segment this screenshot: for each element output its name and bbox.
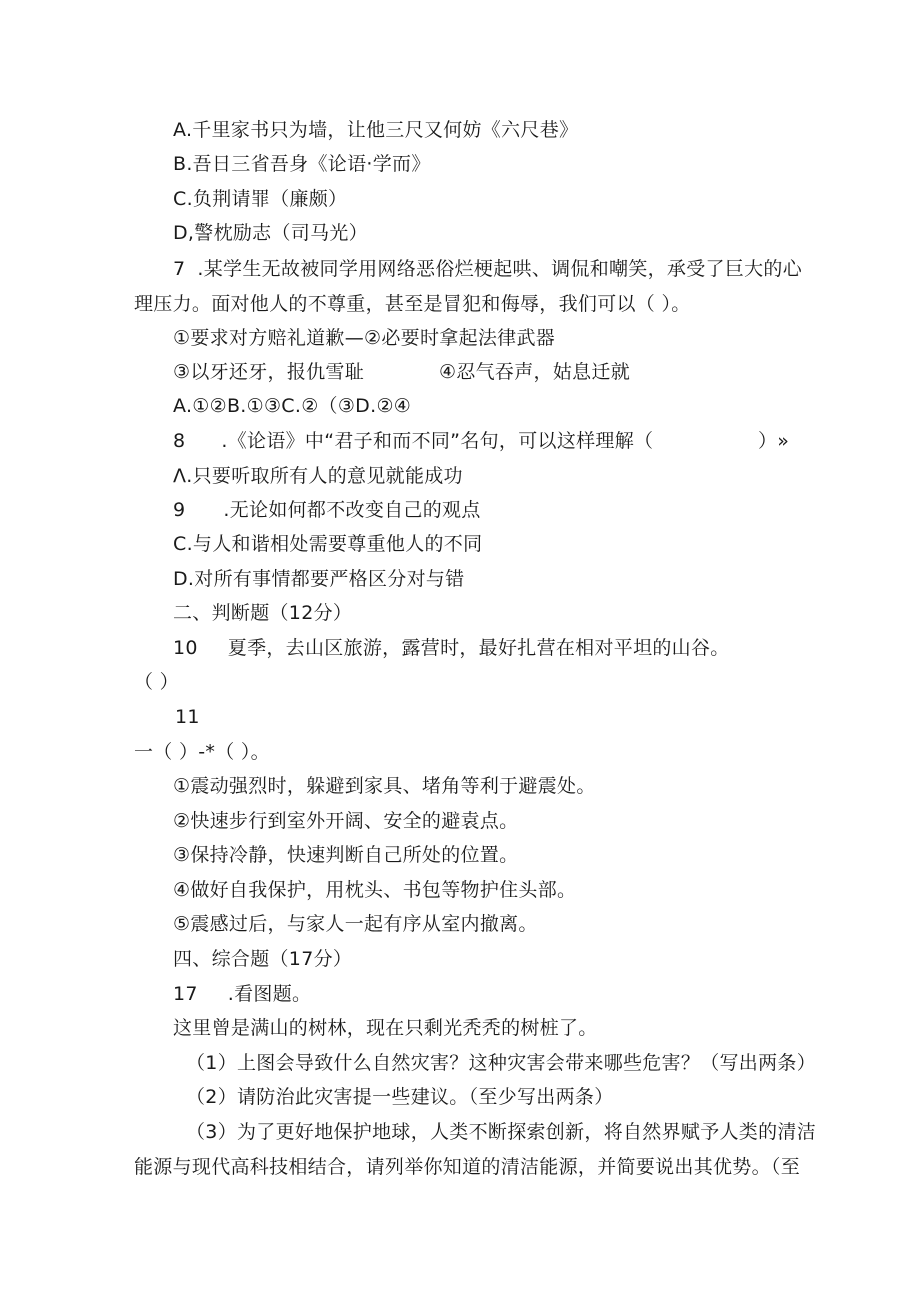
question-17-part-3-line2: 能源与现代高科技相结合，请列举你知道的清洁能源，并简要说出其优势。（至 [134, 1156, 801, 1178]
question-7-text: .某学生无故被同学用网络恶俗烂梗起哄、调侃和嘲笑，承受了巨大的心 [197, 258, 803, 280]
option-8d: D.对所有事情都要严格区分对与错 [173, 568, 465, 590]
option-6a: A.千里家书只为墙，让他三尺又何妨《六尺巷》 [173, 119, 579, 141]
question-10-text: 夏季，去山区旅游，露营时，最好扎营在相对平坦的山谷。 [227, 637, 730, 659]
question-7-line2: 理压力。面对他人的不尊重，甚至是冒犯和侮辱，我们可以（ ）。 [134, 293, 691, 315]
question-17-part-2: （2）请防治此灾害提一些建议。（至少写出两条） [186, 1086, 614, 1108]
question-7-line1 [173, 257, 802, 281]
question-11-item-2: ②快速步行到室外开阔、安全的避袁点。 [173, 810, 519, 832]
question-11-item-3: ③保持冷静，快速判断自己所处的位置。 [173, 844, 519, 866]
question-10-line [173, 636, 730, 660]
question-11-item-1: ①震动强烈时，躲避到家具、堵角等利于避震处。 [173, 775, 596, 797]
question-17-part-3-line1: （3）为了更好地保护地球，人类不断探索创新，将自然界赋予人类的清洁 [186, 1121, 816, 1143]
section-2-heading: 二、判断题（12分） [173, 602, 353, 624]
option-6c: C.负荆请罪（廉颇） [173, 188, 348, 210]
question-7-number: 7 [173, 258, 186, 280]
question-11-number: 11 [175, 706, 200, 728]
question-17-text: .看图题。 [227, 983, 312, 1005]
question-11-item-4: ④做好自我保护，用枕头、书包等物护住头部。 [173, 879, 577, 901]
question-7-option-3: ③以牙还牙，报仇雪耻 [173, 361, 365, 383]
question-17-part-1: （1）上图会导致什么自然灾害？这种灾害会带来哪些危害？（写出两条） [186, 1052, 816, 1074]
option-6b: B.吾日三省吾身《论语·学而》 [173, 153, 431, 175]
question-17-line [173, 982, 311, 1006]
question-11-item-5: ⑤震感过后，与家人一起有序从室内撤离。 [173, 913, 538, 935]
question-8-text: .《论语》中“君子和而不同”名句，可以这样理解（ [221, 430, 654, 452]
option-6d: D,警枕励志（司马光） [173, 222, 368, 244]
question-11-text: 一（ ）-*（ ）。 [134, 741, 270, 763]
question-10-number: 10 [173, 637, 198, 659]
question-8-number: 8 [173, 430, 186, 452]
question-8-paren-end: ）» [758, 430, 790, 452]
option-8c: C.与人和谐相处需要尊重他人的不同 [173, 533, 483, 555]
question-8-line [173, 429, 653, 453]
question-7-option-4: ④忍气吞声，姑息迁就 [439, 361, 631, 383]
question-7-choices: A.①②B.①③C.②（③D.②④ [173, 395, 412, 417]
question-9-line [173, 498, 481, 522]
section-4-heading: 四、综合题（17分） [173, 948, 353, 970]
question-10-answer-paren: （ ） [134, 671, 179, 693]
question-9-text: .无论如何都不改变自己的观点 [223, 499, 481, 521]
question-9-number: 9 [173, 499, 186, 521]
option-8a: Λ.只要听取所有人的意见就能成功 [173, 465, 463, 487]
question-17-number: 17 [173, 983, 198, 1005]
question-7-options-12: ①要求对方赔礼道歉—②必要时拿起法律武器 [173, 327, 556, 349]
question-17-description: 这里曾是满山的树林，现在只剩光秃秃的树桩了。 [173, 1017, 598, 1039]
